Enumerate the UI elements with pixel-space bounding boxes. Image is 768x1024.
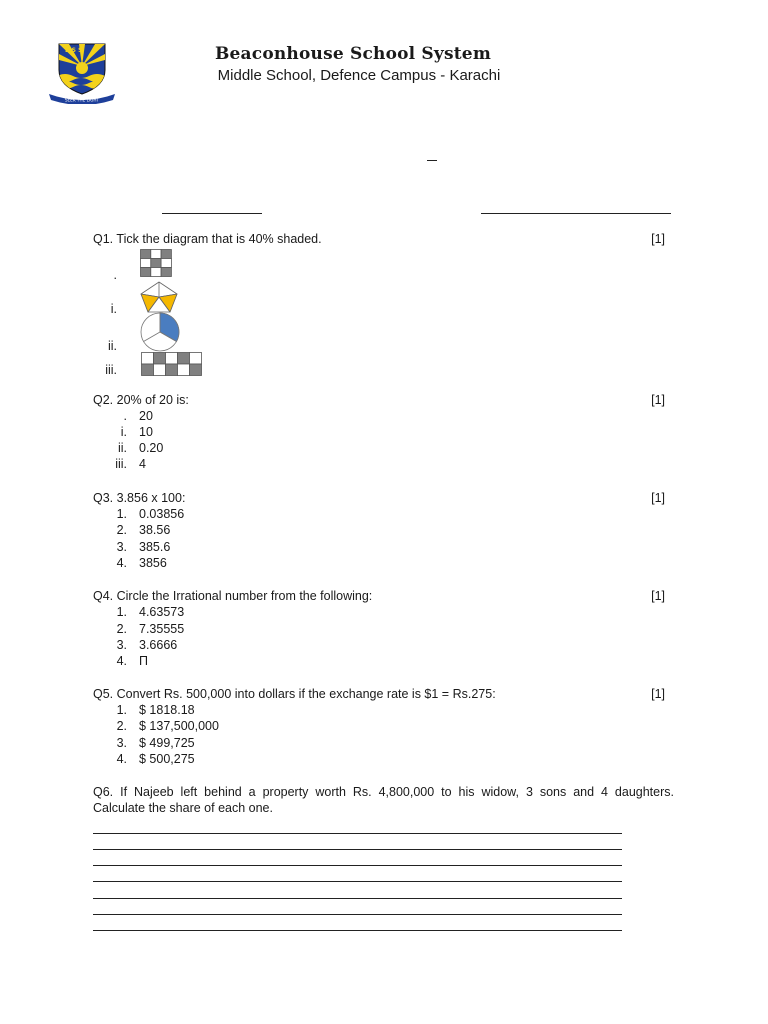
- option-item[interactable]: [93, 718, 393, 734]
- question-6: [93, 784, 674, 816]
- option-value: $ 137,500,000: [139, 719, 219, 733]
- option-value: $ 1818.18: [139, 703, 195, 717]
- question-text: Q2. 20% of 20 is:: [93, 393, 189, 407]
- option-value: 7.35555: [139, 622, 185, 636]
- option-number: 2.: [116, 622, 127, 636]
- question-1: [93, 231, 673, 247]
- diagram-label: iii.: [105, 363, 117, 377]
- answer-line[interactable]: [93, 914, 622, 915]
- question-2: [93, 392, 673, 408]
- strip-grid-diagram[interactable]: [141, 352, 203, 376]
- option-number: 4.: [116, 556, 127, 570]
- name-underline: [162, 213, 262, 214]
- option-item[interactable]: [93, 637, 393, 653]
- question-marks: [1]: [651, 687, 665, 701]
- option-number: 1.: [116, 703, 127, 717]
- option-number: 4.: [116, 654, 127, 668]
- question-3: [93, 490, 673, 506]
- option-value: 3.6666: [139, 638, 178, 652]
- option-value: 0.20: [139, 441, 164, 455]
- option-value: 4.63573: [139, 605, 185, 619]
- option-item[interactable]: [93, 440, 393, 456]
- option-number: 3.: [116, 638, 127, 652]
- school-name: Beaconhouse School System: [214, 44, 492, 64]
- question-marks: [1]: [651, 393, 665, 407]
- option-value: 4: [139, 457, 146, 471]
- class-underline: [481, 213, 671, 214]
- question-text-line: Q6. If Najeeb left behind a property worth Rs. 4,800,000 to his widow, 3 sons and 4 daughters.: [93, 785, 674, 799]
- option-item[interactable]: [93, 408, 393, 424]
- question-5: [93, 686, 673, 702]
- question-text-line: Calculate the share of each one.: [93, 801, 273, 815]
- answer-line[interactable]: [93, 930, 622, 931]
- option-item[interactable]: [93, 751, 393, 767]
- question-4: [93, 588, 673, 604]
- logo-initials: B S S: [65, 47, 83, 54]
- answer-line[interactable]: [93, 849, 622, 850]
- diagram-label: .: [113, 268, 117, 282]
- answer-line[interactable]: [93, 833, 622, 834]
- diagram-label: ii.: [107, 339, 117, 353]
- option-number: .: [123, 409, 127, 423]
- diagram-label: i.: [110, 302, 117, 316]
- option-item[interactable]: [93, 604, 393, 620]
- option-number: i.: [120, 425, 127, 439]
- option-item[interactable]: [93, 735, 393, 751]
- option-item[interactable]: [93, 424, 393, 440]
- question-marks: [1]: [651, 589, 665, 603]
- option-item[interactable]: [93, 653, 393, 669]
- option-number: 2.: [116, 719, 127, 733]
- option-item[interactable]: [93, 539, 393, 555]
- option-value: 20: [139, 409, 153, 423]
- option-number: iii.: [115, 457, 127, 471]
- answer-line[interactable]: [93, 898, 622, 899]
- option-value: 3856: [139, 556, 167, 570]
- option-item[interactable]: [93, 456, 393, 472]
- option-number: 2.: [116, 523, 127, 537]
- option-value: 10: [139, 425, 153, 439]
- answer-line[interactable]: [93, 881, 622, 882]
- question-marks: [1]: [651, 491, 665, 505]
- option-value: $ 500,275: [139, 752, 195, 766]
- header-dash: [427, 160, 437, 161]
- option-number: ii.: [117, 441, 127, 455]
- option-number: 4.: [116, 752, 127, 766]
- option-number: 1.: [116, 507, 127, 521]
- question-text: Q1. Tick the diagram that is 40% shaded.: [93, 232, 322, 246]
- option-item[interactable]: [93, 555, 393, 571]
- option-value: Π: [139, 654, 149, 668]
- option-item[interactable]: [93, 621, 393, 637]
- option-value: 38.56: [139, 523, 171, 537]
- question-text: Q3. 3.856 x 100:: [93, 491, 186, 505]
- campus-name: Middle School, Defence Campus - Karachi: [217, 67, 501, 84]
- answer-line[interactable]: [93, 865, 622, 866]
- pentagon-diagram[interactable]: [140, 281, 178, 313]
- option-value: $ 499,725: [139, 736, 195, 750]
- option-number: 3.: [116, 736, 127, 750]
- question-text: Q5. Convert Rs. 500,000 into dollars if the exchange rate is $1 = Rs.275:: [93, 687, 496, 701]
- question-marks: [1]: [651, 232, 665, 246]
- option-value: 385.6: [139, 540, 171, 554]
- option-value: 0.03856: [139, 507, 185, 521]
- logo-motto: SEEK THE LIGHT: [64, 97, 100, 103]
- pie-diagram[interactable]: [139, 312, 181, 352]
- shaded-grid-diagram[interactable]: [140, 249, 172, 277]
- option-number: 1.: [116, 605, 127, 619]
- option-item[interactable]: [93, 506, 393, 522]
- question-text: Q4. Circle the Irrational number from the following:: [93, 589, 373, 603]
- option-item[interactable]: [93, 702, 393, 718]
- option-item[interactable]: [93, 522, 393, 538]
- option-number: 3.: [116, 540, 127, 554]
